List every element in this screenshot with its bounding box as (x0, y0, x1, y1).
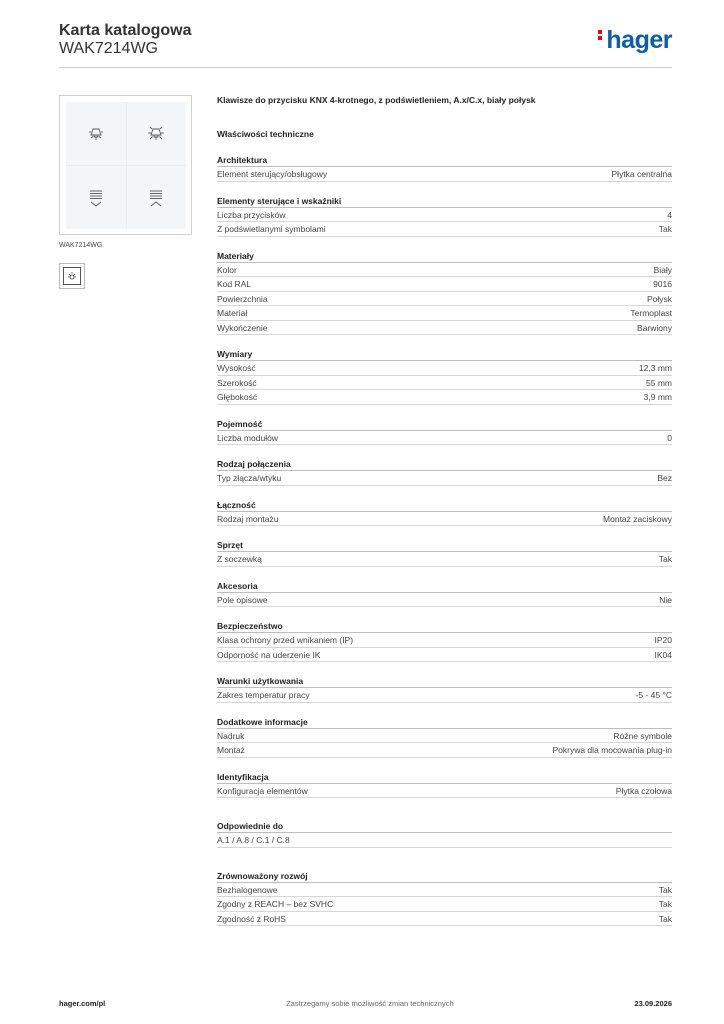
product-caption: WAK7214WG (59, 242, 103, 249)
group-title: Elementy sterujące i wskaźniki (217, 195, 672, 208)
spec-label: Głębokość (217, 392, 258, 402)
spec-row (217, 167, 672, 182)
section-title: Właściwości techniczne (217, 129, 314, 139)
spec-label: Zakres temperatur pracy (217, 690, 310, 700)
spec-label: Pole opisowe (217, 594, 268, 605)
spec-row (217, 593, 672, 608)
spec-value: 3,9 mm (643, 392, 672, 402)
spec-row (217, 277, 672, 292)
spec-row (217, 361, 672, 376)
spec-label: Zgodność z RoHS (217, 913, 286, 924)
spec-row (217, 729, 672, 744)
spec-label: Liczba przycisków (217, 209, 286, 220)
spec-value: Tak (658, 913, 672, 924)
hager-logo (598, 26, 672, 55)
logo-colon-icon (598, 28, 603, 42)
spec-value: Tak (658, 554, 672, 564)
thumbnail-frame (63, 267, 81, 285)
spec-group (217, 458, 672, 486)
spec-group (217, 154, 672, 182)
spec-label: Element sterujący/obsługowy (217, 169, 328, 179)
blind-up-icon (145, 187, 167, 209)
spec-group (217, 348, 672, 405)
group-title: Sprzęt (217, 539, 672, 552)
blind-down-icon (85, 187, 107, 209)
spec-row (217, 208, 672, 223)
spec-value: Montaż zaciskowy (603, 513, 672, 524)
product-code: WAK7214WG (59, 40, 158, 57)
group-title: Łączność (217, 499, 672, 512)
spec-group (217, 620, 672, 662)
group-title: Zrównoważony rozwój (217, 870, 672, 883)
spec-row (217, 321, 672, 336)
spec-row (217, 633, 672, 648)
spec-group (217, 539, 672, 567)
key-bottom-left (66, 166, 126, 229)
spec-label: Konfiguracja elementów (217, 785, 308, 796)
spec-group (217, 250, 672, 336)
spec-content (217, 95, 672, 926)
spec-group (217, 820, 672, 848)
spec-row (217, 222, 672, 237)
spec-value: Biały (653, 264, 672, 275)
group-title: Materiały (217, 250, 672, 263)
spec-label: Klasa ochrony przed wnikaniem (IP) (217, 635, 354, 645)
spec-value: 4 (667, 209, 672, 220)
spec-value: Połysk (646, 293, 672, 304)
spec-label: Rodzaj montażu (217, 513, 279, 524)
keypad (66, 102, 186, 229)
spec-label: Z soczewką (217, 554, 262, 564)
group-title: Akcesoria (217, 580, 672, 593)
group-title: Pojemność (217, 418, 672, 431)
spec-row (217, 784, 672, 799)
spec-row (217, 552, 672, 567)
spec-groups (217, 154, 672, 798)
product-image (59, 95, 192, 235)
footer-disclaimer: Zastrzegamy sobie możliwość zmian technicznych (286, 998, 454, 1008)
spec-group (217, 675, 672, 703)
spec-value: Tak (658, 899, 672, 909)
spec-label: Liczba modułów (217, 432, 278, 443)
group-title: Bezpieczeństwo (217, 620, 672, 633)
spec-label: Wysokość (217, 363, 256, 373)
spec-value: Płytka czołowa (615, 785, 672, 796)
spec-value: Nie (659, 594, 672, 605)
spec-row (217, 512, 672, 527)
spec-group (217, 195, 672, 237)
lamp-bright-icon (145, 123, 167, 145)
spec-value: Tak (658, 224, 672, 234)
spec-label: Nadruk (217, 730, 245, 741)
spec-row (217, 897, 672, 912)
spec-row (217, 306, 672, 321)
logo-text: hager (606, 26, 672, 54)
spec-row (217, 883, 672, 898)
spec-label: Z podświetlanymi symbolami (217, 224, 326, 234)
spec-value: Termoplast (630, 308, 672, 318)
group-title: Architektura (217, 154, 672, 167)
spec-row (217, 431, 672, 446)
footer-date: 23.09.2026 (634, 998, 672, 1008)
backlight-icon (66, 270, 78, 282)
group-title: Dodatkowe informacje (217, 716, 672, 729)
key-top-right (127, 102, 187, 165)
spec-label: Kolor (217, 264, 237, 275)
spec-label: Materiał (217, 308, 248, 318)
spec-row (217, 688, 672, 703)
group-title: Warunki użytkowania (217, 675, 672, 688)
spec-row (217, 471, 672, 486)
spec-label: Typ złącza/wtyku (217, 473, 282, 483)
spec-value: 12,3 mm (638, 363, 672, 373)
spec-label: A.1 / A.8 / C.1 / C.8 (217, 835, 290, 845)
group-title: Odpowiednie do (217, 820, 672, 833)
footer-website[interactable]: hager.com/pl (59, 998, 106, 1008)
key-top-left (66, 102, 126, 165)
spec-label: Kod RAL (217, 279, 252, 289)
page-footer (59, 996, 672, 1010)
spec-value: IK04 (654, 649, 672, 660)
spec-row (217, 292, 672, 307)
spec-value: IP20 (654, 635, 672, 645)
spec-value: Tak (658, 884, 672, 895)
spec-label: Wykończenie (217, 322, 268, 333)
spec-row (217, 390, 672, 405)
spec-group (217, 418, 672, 446)
spec-label: Zgodny z REACH – bez SVHC (217, 899, 334, 909)
spec-group (217, 771, 672, 799)
spec-group (217, 870, 672, 927)
spec-row (217, 743, 672, 758)
group-title: Wymiary (217, 348, 672, 361)
spec-label: Bezhalogenowe (217, 884, 278, 895)
spec-label: Odporność na uderzenie IK (217, 649, 321, 660)
group-title: Rodzaj połączenia (217, 458, 672, 471)
spec-row (217, 833, 672, 848)
page-title: Karta katalogowa (59, 22, 192, 39)
spec-row (217, 912, 672, 927)
spec-value: 55 mm (646, 377, 672, 388)
spec-row (217, 648, 672, 663)
group-title: Identyfikacja (217, 771, 672, 784)
spec-value: Bez (657, 473, 672, 483)
spec-value: 0 (667, 432, 672, 443)
product-title: Klawisze do przycisku KNX 4-krotnego, z podświetleniem, A.x/C.x, biały połysk (217, 95, 536, 105)
page-header (59, 22, 672, 68)
spec-value: -5 - 45 °C (635, 690, 672, 700)
spec-value: Różne symbole (613, 730, 672, 741)
spec-row (217, 376, 672, 391)
spec-value: Barwiony (637, 322, 672, 333)
product-thumbnail[interactable] (59, 263, 85, 289)
spec-row (217, 263, 672, 278)
spec-value: Płytka centralna (611, 169, 672, 179)
spec-label: Szerokość (217, 377, 257, 388)
spec-group (217, 716, 672, 758)
spec-label: Montaż (217, 745, 245, 755)
key-bottom-right (127, 166, 187, 229)
spec-value: 9016 (653, 279, 672, 289)
spec-group (217, 580, 672, 608)
extra-groups (217, 820, 672, 926)
spec-value: Pokrywa dla mocowania plug-in (552, 745, 672, 755)
lamp-dim-icon (85, 123, 107, 145)
spec-label: Powierzchnia (217, 293, 268, 304)
spec-group (217, 499, 672, 527)
